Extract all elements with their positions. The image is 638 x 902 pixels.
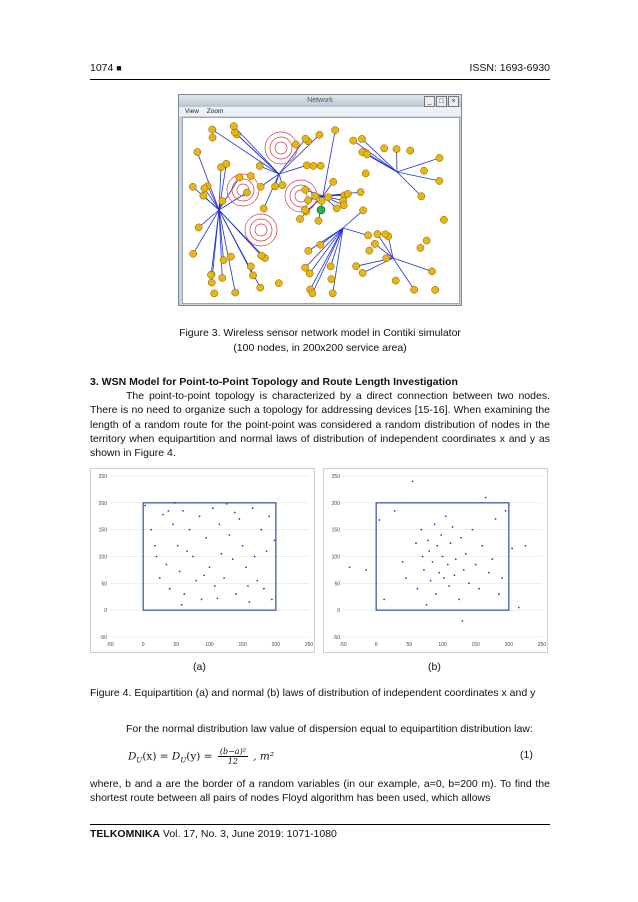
sensor-node[interactable] bbox=[362, 170, 369, 177]
y-tick-label: -50 bbox=[99, 635, 107, 641]
data-point bbox=[154, 545, 156, 547]
sensor-node[interactable] bbox=[330, 178, 337, 185]
data-point bbox=[186, 550, 188, 552]
data-point bbox=[498, 593, 500, 595]
data-point bbox=[465, 553, 467, 555]
x-tick-label: -50 bbox=[106, 642, 114, 648]
data-point bbox=[144, 505, 146, 507]
data-point bbox=[263, 588, 265, 590]
network-link bbox=[393, 258, 432, 271]
sensor-node[interactable] bbox=[317, 241, 324, 248]
y-tick-label: 50 bbox=[334, 581, 340, 588]
footer-info: Vol. 17, No. 3, June 2019: 1071-1080 bbox=[160, 828, 337, 840]
network-link bbox=[343, 210, 363, 228]
data-point bbox=[156, 556, 158, 558]
sensor-node[interactable] bbox=[302, 186, 309, 193]
y-tick-label: 200 bbox=[331, 500, 340, 507]
sensor-node[interactable] bbox=[315, 217, 322, 224]
data-point bbox=[485, 497, 487, 499]
data-point bbox=[434, 523, 436, 525]
sensor-node[interactable] bbox=[220, 256, 227, 263]
section-title: 3. WSN Model for Point-to-Point Topology and Route Length Investigation bbox=[90, 376, 458, 388]
chart-normal bbox=[323, 468, 548, 653]
figure3-caption-line1: Figure 3. Wireless sensor network model in Contiki simulator bbox=[179, 327, 461, 339]
sensor-node[interactable] bbox=[393, 145, 400, 152]
sensor-node[interactable] bbox=[279, 182, 286, 189]
radio-range-ring bbox=[270, 137, 292, 159]
y-tick-label: 200 bbox=[98, 500, 107, 507]
sensor-node[interactable] bbox=[363, 151, 370, 158]
x-tick-label: 0 bbox=[141, 642, 145, 648]
sensor-node[interactable] bbox=[257, 183, 264, 190]
sensor-node[interactable] bbox=[312, 192, 319, 199]
x-tick-label: 0 bbox=[374, 642, 378, 648]
data-point bbox=[203, 574, 205, 576]
sensor-node[interactable] bbox=[436, 154, 443, 161]
data-point bbox=[179, 571, 181, 573]
sensor-node[interactable] bbox=[350, 137, 357, 144]
data-point bbox=[209, 566, 211, 568]
data-point bbox=[442, 556, 444, 558]
x-tick-label: 100 bbox=[438, 642, 447, 648]
data-point bbox=[274, 540, 276, 542]
sensor-node[interactable] bbox=[383, 255, 390, 262]
sensor-node[interactable] bbox=[317, 162, 324, 169]
y-tick-label: 0 bbox=[337, 608, 340, 615]
data-point bbox=[238, 518, 240, 520]
x-tick-label: 200 bbox=[271, 642, 281, 648]
x-tick-label: 50 bbox=[406, 642, 413, 648]
network-link bbox=[323, 130, 335, 196]
data-point bbox=[450, 542, 452, 544]
issn: ISSN: 1693-6930 bbox=[469, 62, 550, 74]
sensor-node[interactable] bbox=[325, 194, 332, 201]
network-link bbox=[219, 210, 261, 256]
sensor-node[interactable] bbox=[223, 160, 230, 167]
data-point bbox=[415, 542, 417, 544]
network-link bbox=[393, 258, 414, 290]
menu-zoom[interactable]: Zoom bbox=[206, 108, 224, 115]
x-tick-label: 100 bbox=[205, 642, 214, 648]
data-point bbox=[229, 534, 231, 536]
data-point bbox=[445, 515, 447, 517]
sensor-node[interactable] bbox=[211, 290, 218, 297]
data-point bbox=[475, 564, 477, 566]
data-point bbox=[448, 585, 450, 587]
sensor-node[interactable] bbox=[381, 145, 388, 152]
data-point bbox=[440, 534, 442, 536]
data-point bbox=[181, 604, 183, 606]
sensor-node[interactable] bbox=[371, 240, 378, 247]
data-point bbox=[447, 564, 449, 566]
data-point bbox=[420, 529, 422, 531]
sensor-node[interactable] bbox=[359, 269, 366, 276]
sensor-node[interactable] bbox=[329, 290, 336, 297]
y-tick-label: 150 bbox=[331, 527, 340, 534]
y-tick-label: 250 bbox=[331, 474, 340, 480]
sensor-node[interactable] bbox=[292, 141, 299, 148]
network-link bbox=[199, 210, 219, 227]
data-point bbox=[422, 556, 424, 558]
data-point bbox=[452, 526, 454, 528]
data-point bbox=[268, 515, 270, 517]
y-tick-label: 100 bbox=[98, 554, 107, 561]
data-point bbox=[435, 593, 437, 595]
data-point bbox=[443, 577, 445, 579]
sensor-node[interactable] bbox=[219, 274, 226, 281]
sensor-node[interactable] bbox=[310, 162, 317, 169]
sensor-node[interactable] bbox=[428, 268, 435, 275]
data-point bbox=[212, 507, 214, 509]
sensor-node[interactable] bbox=[303, 162, 310, 169]
sensor-node[interactable] bbox=[243, 189, 250, 196]
sensor-node[interactable] bbox=[382, 231, 389, 238]
sensor-node[interactable] bbox=[305, 197, 312, 204]
data-point bbox=[468, 582, 470, 584]
footer-journal: TELKOMNIKA bbox=[90, 828, 160, 840]
page-number: 1074 ■ bbox=[90, 62, 122, 74]
data-point bbox=[394, 510, 396, 512]
data-point bbox=[454, 574, 456, 576]
data-point bbox=[426, 604, 428, 606]
sensor-node[interactable] bbox=[432, 286, 439, 293]
data-point bbox=[177, 545, 179, 547]
chart-frame bbox=[91, 469, 315, 653]
x-tick-label: 50 bbox=[173, 642, 180, 648]
data-point bbox=[495, 518, 497, 520]
data-point bbox=[430, 580, 432, 582]
maximize-button[interactable]: □ bbox=[436, 96, 447, 107]
equation-number: (1) bbox=[520, 749, 533, 761]
close-button[interactable]: × bbox=[448, 96, 459, 107]
data-point bbox=[150, 529, 152, 531]
sensor-node[interactable] bbox=[209, 126, 216, 133]
data-point bbox=[383, 599, 385, 601]
y-tick-label: 0 bbox=[104, 608, 107, 615]
header-rule bbox=[90, 79, 550, 80]
data-point bbox=[501, 577, 503, 579]
data-point bbox=[234, 512, 236, 514]
where-paragraph: where, b and a are the border of a random variables (in our example, a=0, b=200 m). To find the shortest route between all pairs of nodes Floyd algorithm has been used, which allows bbox=[90, 778, 550, 805]
sensor-node[interactable] bbox=[232, 289, 239, 296]
sensor-node[interactable] bbox=[357, 189, 364, 196]
sensor-node[interactable] bbox=[189, 183, 196, 190]
data-point bbox=[254, 556, 256, 558]
data-point bbox=[162, 514, 164, 516]
data-point bbox=[481, 545, 483, 547]
network-link bbox=[353, 141, 397, 172]
data-point bbox=[460, 537, 462, 539]
data-point bbox=[271, 599, 273, 601]
sensor-node[interactable] bbox=[200, 192, 207, 199]
data-point bbox=[183, 593, 185, 595]
sensor-node[interactable] bbox=[440, 216, 447, 223]
network-link bbox=[211, 210, 219, 275]
network-link bbox=[343, 228, 368, 235]
data-point bbox=[478, 588, 480, 590]
data-point bbox=[463, 569, 465, 571]
x-tick-label: 250 bbox=[304, 642, 314, 648]
data-point bbox=[247, 585, 249, 587]
sensor-node[interactable] bbox=[344, 190, 351, 197]
chart-frame bbox=[324, 469, 548, 653]
sensor-node[interactable] bbox=[333, 205, 340, 212]
menu-view[interactable]: View bbox=[185, 108, 199, 115]
data-point bbox=[167, 510, 169, 512]
y-tick-label: 150 bbox=[98, 527, 107, 534]
data-point bbox=[219, 523, 221, 525]
sensor-node[interactable] bbox=[306, 270, 313, 277]
sensor-node[interactable] bbox=[436, 177, 443, 184]
sensor-node[interactable] bbox=[328, 276, 335, 283]
data-point bbox=[402, 561, 404, 563]
sensor-node[interactable] bbox=[227, 253, 234, 260]
sensor-node[interactable] bbox=[305, 247, 312, 254]
x-tick-label: 150 bbox=[238, 642, 247, 648]
sensor-node[interactable] bbox=[209, 134, 216, 141]
sensor-node[interactable] bbox=[423, 237, 430, 244]
sensor-node[interactable] bbox=[411, 286, 418, 293]
data-point bbox=[256, 580, 258, 582]
paragraph-text: The point-to-point topology is characterized by a direct connection between two nodes. There is no need to organize such a topology for addressing devices [15-16]. When examining the length of a random route for the point-point was considered a random distribution of nodes in the territory when equipartition and normal laws of distribution of independent coordinates x and y as shown in Figure 4. bbox=[90, 390, 550, 460]
label-a: (a) bbox=[193, 661, 206, 673]
sensor-node[interactable] bbox=[260, 205, 267, 212]
network-links bbox=[193, 126, 440, 293]
network-link bbox=[397, 172, 439, 181]
figure3-caption bbox=[90, 326, 550, 356]
data-point bbox=[195, 580, 197, 582]
data-point bbox=[174, 502, 176, 504]
data-point bbox=[182, 510, 184, 512]
window-titlebar bbox=[179, 95, 461, 107]
data-point bbox=[189, 529, 191, 531]
sensor-node[interactable] bbox=[236, 174, 243, 181]
sensor-node[interactable] bbox=[247, 172, 254, 179]
data-point bbox=[217, 597, 219, 599]
data-point bbox=[505, 510, 507, 512]
radio-range-ring bbox=[275, 142, 287, 154]
network-link bbox=[397, 172, 421, 196]
footer-rule bbox=[90, 824, 550, 825]
data-point bbox=[232, 558, 234, 560]
data-point bbox=[436, 545, 438, 547]
sensor-node[interactable] bbox=[272, 183, 279, 190]
data-point bbox=[462, 620, 464, 622]
data-point bbox=[511, 548, 513, 550]
normal-law-text: For the normal distribution law value of dispersion equal to equipartition distribution law: bbox=[126, 723, 533, 735]
data-point bbox=[379, 519, 381, 521]
data-point bbox=[192, 556, 194, 558]
sensor-node[interactable] bbox=[195, 224, 202, 231]
data-point bbox=[266, 550, 268, 552]
y-tick-label: 100 bbox=[331, 554, 340, 561]
network-link bbox=[320, 228, 343, 245]
data-point bbox=[427, 540, 429, 542]
footer bbox=[90, 828, 337, 840]
sensor-node[interactable] bbox=[316, 131, 323, 138]
window-title: Network bbox=[307, 97, 333, 104]
sensor-node[interactable] bbox=[230, 123, 237, 130]
radio-range-ring bbox=[255, 224, 267, 236]
sensor-node[interactable] bbox=[247, 263, 254, 270]
data-point bbox=[214, 585, 216, 587]
sensor-node[interactable] bbox=[417, 244, 424, 251]
network-canvas bbox=[182, 117, 460, 304]
data-point bbox=[221, 553, 223, 555]
sensor-node[interactable] bbox=[207, 271, 214, 278]
sensor-node[interactable] bbox=[275, 280, 282, 287]
sensor-node[interactable] bbox=[256, 162, 263, 169]
data-point bbox=[248, 601, 250, 603]
window-menu bbox=[179, 107, 461, 116]
sensor-node[interactable] bbox=[364, 232, 371, 239]
sensor-node[interactable] bbox=[208, 279, 215, 286]
sink-node[interactable] bbox=[317, 206, 325, 214]
data-point bbox=[205, 537, 207, 539]
sensor-node[interactable] bbox=[418, 193, 425, 200]
network-graph bbox=[183, 118, 459, 303]
data-point bbox=[223, 577, 225, 579]
data-point bbox=[172, 523, 174, 525]
x-tick-label: 250 bbox=[537, 642, 547, 648]
sensor-node[interactable] bbox=[190, 250, 197, 257]
y-tick-label: 250 bbox=[98, 474, 107, 480]
sensor-node[interactable] bbox=[249, 272, 256, 279]
y-tick-label: 50 bbox=[101, 581, 107, 588]
sensor-node[interactable] bbox=[407, 147, 414, 154]
sensor-node[interactable] bbox=[219, 197, 226, 204]
data-point bbox=[365, 569, 367, 571]
sensor-node[interactable] bbox=[420, 167, 427, 174]
data-point bbox=[201, 599, 203, 601]
sensor-node[interactable] bbox=[358, 135, 365, 142]
sensor-node[interactable] bbox=[340, 202, 347, 209]
network-link bbox=[397, 158, 439, 172]
data-point bbox=[438, 572, 440, 574]
sensor-node[interactable] bbox=[332, 126, 339, 133]
section-paragraph bbox=[90, 389, 550, 460]
minimize-button[interactable]: _ bbox=[424, 96, 435, 107]
simulator-window bbox=[178, 94, 462, 306]
data-point bbox=[405, 577, 407, 579]
sensor-node[interactable] bbox=[258, 252, 265, 259]
data-point bbox=[518, 607, 520, 609]
data-point bbox=[432, 561, 434, 563]
network-link bbox=[197, 152, 219, 210]
label-b: (b) bbox=[428, 661, 441, 673]
sensor-node[interactable] bbox=[353, 263, 360, 270]
network-nodes bbox=[189, 123, 447, 297]
data-point bbox=[491, 558, 493, 560]
sensor-node[interactable] bbox=[301, 206, 308, 213]
figure4-caption: Figure 4. Equipartition (a) and normal (b) laws of distribution of independent coordinates x and y bbox=[90, 687, 536, 699]
y-tick-label: -50 bbox=[332, 635, 340, 641]
data-point bbox=[226, 503, 228, 505]
sensor-node[interactable] bbox=[374, 230, 381, 237]
chart-equipartition bbox=[90, 468, 315, 653]
data-point bbox=[423, 569, 425, 571]
data-point bbox=[471, 529, 473, 531]
network-link bbox=[310, 228, 343, 273]
sensor-node[interactable] bbox=[366, 247, 373, 254]
data-point bbox=[159, 577, 161, 579]
data-point bbox=[199, 515, 201, 517]
sensor-node[interactable] bbox=[302, 135, 309, 142]
sensor-node[interactable] bbox=[201, 185, 208, 192]
sensor-node[interactable] bbox=[360, 207, 367, 214]
data-point bbox=[349, 566, 351, 568]
data-point bbox=[458, 599, 460, 601]
data-point bbox=[260, 529, 262, 531]
data-point bbox=[412, 480, 414, 482]
sensor-node[interactable] bbox=[318, 197, 325, 204]
data-point bbox=[455, 558, 457, 560]
sensor-node[interactable] bbox=[296, 215, 303, 222]
radio-range-ring bbox=[232, 179, 254, 201]
data-point bbox=[242, 545, 244, 547]
radio-range-ring bbox=[250, 219, 272, 241]
data-point bbox=[169, 588, 171, 590]
sensor-node[interactable] bbox=[327, 263, 334, 270]
data-point bbox=[488, 572, 490, 574]
data-point bbox=[165, 564, 167, 566]
network-link bbox=[208, 186, 219, 210]
data-point bbox=[235, 593, 237, 595]
x-tick-label: -50 bbox=[339, 642, 347, 648]
sensor-node[interactable] bbox=[257, 284, 264, 291]
data-point bbox=[416, 588, 418, 590]
equation: $D_U(x) = D_U(y)$ = $\frac{\text{(b−a)²}}{12}$ , m² bbox=[128, 747, 275, 766]
sensor-node[interactable] bbox=[194, 149, 201, 156]
data-point bbox=[428, 550, 430, 552]
data-point bbox=[245, 566, 247, 568]
data-point bbox=[525, 545, 527, 547]
x-tick-label: 200 bbox=[504, 642, 514, 648]
figure3-caption-line2: (100 nodes, in 200x200 service area) bbox=[233, 342, 407, 354]
sensor-node[interactable] bbox=[309, 290, 316, 297]
x-tick-label: 150 bbox=[471, 642, 480, 648]
data-point bbox=[252, 507, 254, 509]
sensor-node[interactable] bbox=[392, 277, 399, 284]
